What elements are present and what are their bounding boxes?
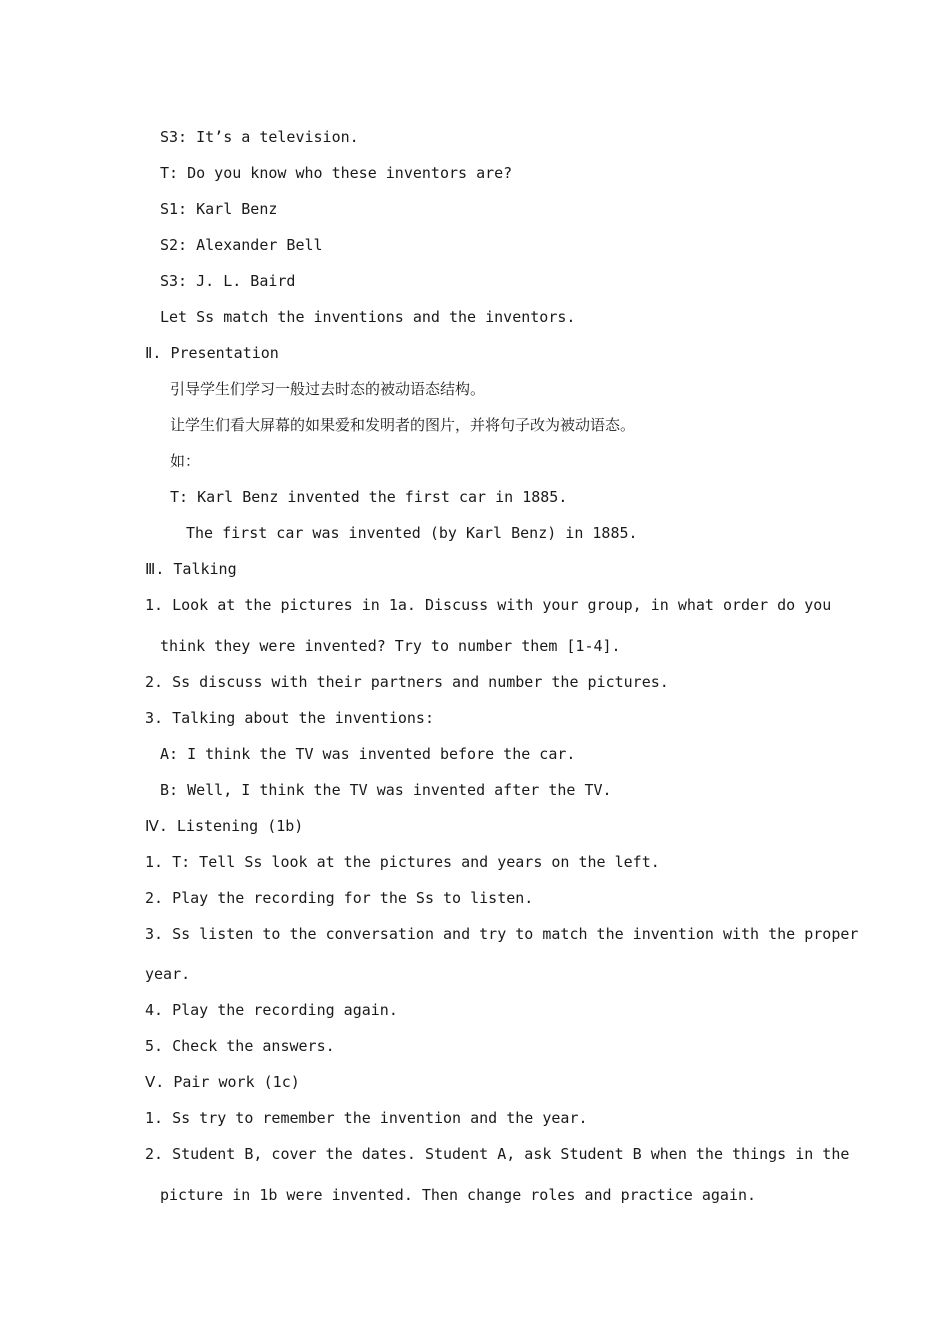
text-line: T: Do you know who these inventors are? [160,164,513,182]
text-line: 引导学生们学习一般过去时态的被动语态结构。 [170,380,486,398]
section-heading: Ⅴ. Pair work (1c) [145,1073,300,1091]
section-heading: Ⅲ. Talking [145,560,237,578]
text-line: 3. Talking about the inventions: [145,709,434,727]
text-line: Let Ss match the inventions and the inventors. [160,308,576,326]
text-line: 2. Student B, cover the dates. Student A, ask Student B when the things in the [145,1145,850,1163]
section-heading: Ⅱ. Presentation [145,344,279,362]
text-line: 3. Ss listen to the conversation and try to match the invention with the proper [145,925,859,943]
text-line: picture in 1b were invented. Then change roles and practice again. [160,1186,757,1204]
text-line: S1: Karl Benz [160,200,278,218]
text-line: S3: J. L. Baird [160,272,296,290]
text-line: 1. T: Tell Ss look at the pictures and years on the left. [145,853,660,871]
text-line: 4. Play the recording again. [145,1001,398,1019]
text-line: 如： [170,452,201,470]
text-line: A: I think the TV was invented before the car. [160,745,576,763]
text-line: 1. Ss try to remember the invention and the year. [145,1109,588,1127]
text-line: The first car was invented (by Karl Benz) in 1885. [186,524,638,542]
text-line: 5. Check the answers. [145,1037,335,1055]
text-line: 2. Ss discuss with their partners and number the pictures. [145,673,669,691]
text-line: S3: It’s a television. [160,128,359,146]
text-line: S2: Alexander Bell [160,236,323,254]
text-line: 让学生们看大屏幕的如果爱和发明者的图片，并将句子改为被动语态。 [170,416,636,434]
text-line: B: Well, I think the TV was invented after the TV. [160,781,612,799]
text-line: year. [145,965,191,983]
text-line: 2. Play the recording for the Ss to listen. [145,889,534,907]
section-heading: Ⅳ. Listening (1b) [145,817,304,835]
text-line: 1. Look at the pictures in 1a. Discuss with your group, in what order do you [145,596,832,614]
text-line: T: Karl Benz invented the first car in 1885. [170,488,568,506]
text-line: think they were invented? Try to number them [1-4]. [160,637,621,655]
